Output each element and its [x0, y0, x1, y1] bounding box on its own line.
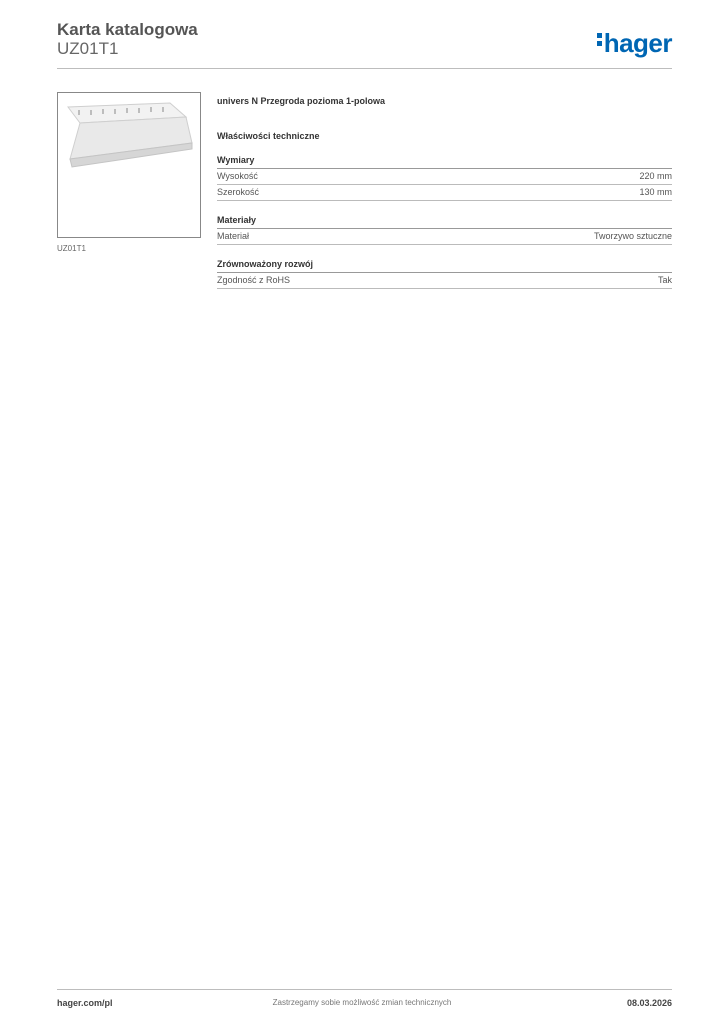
footer-divider — [57, 989, 672, 990]
image-caption: UZ01T1 — [57, 244, 86, 253]
product-image — [57, 92, 201, 238]
spec-row — [217, 229, 672, 245]
spec-group-materials — [217, 215, 672, 245]
group-title: Wymiary — [217, 155, 672, 169]
spec-group-sustainability — [217, 259, 672, 289]
group-title: Zrównoważony rozwój — [217, 259, 672, 273]
spec-row — [217, 169, 672, 185]
product-name: univers N Przegroda pozioma 1-polowa — [217, 96, 386, 106]
product-code: UZ01T1 — [57, 39, 119, 58]
spec-value: 130 mm — [639, 187, 672, 197]
spec-label: Wysokość — [217, 171, 258, 181]
footer-website: hager.com/pl — [57, 998, 113, 1008]
spec-value: Tak — [657, 275, 672, 285]
logo-dots-icon — [597, 30, 602, 49]
page-title: Karta katalogowa — [57, 20, 198, 39]
spec-label: Materiał — [217, 231, 250, 241]
spec-group-dimensions — [217, 155, 672, 201]
hager-logo — [597, 28, 672, 59]
spec-label: Szerokość — [217, 187, 260, 197]
spec-label: Zgodność z RoHS — [217, 275, 291, 285]
spec-row — [217, 273, 672, 289]
spec-row — [217, 185, 672, 201]
header-divider — [57, 68, 672, 69]
section-title: Właściwości techniczne — [217, 131, 320, 141]
spec-content — [217, 96, 672, 303]
spec-value: Tworzywo sztuczne — [593, 231, 672, 241]
logo-text: hager — [603, 28, 672, 58]
page-header — [57, 20, 672, 68]
footer-date: 08.03.2026 — [626, 998, 672, 1008]
spec-value: 220 mm — [639, 171, 672, 181]
group-title: Materiały — [217, 215, 672, 229]
footer-note: Zastrzegamy sobie możliwość zmian technicznych — [272, 998, 452, 1007]
partition-panel-icon — [58, 93, 200, 237]
